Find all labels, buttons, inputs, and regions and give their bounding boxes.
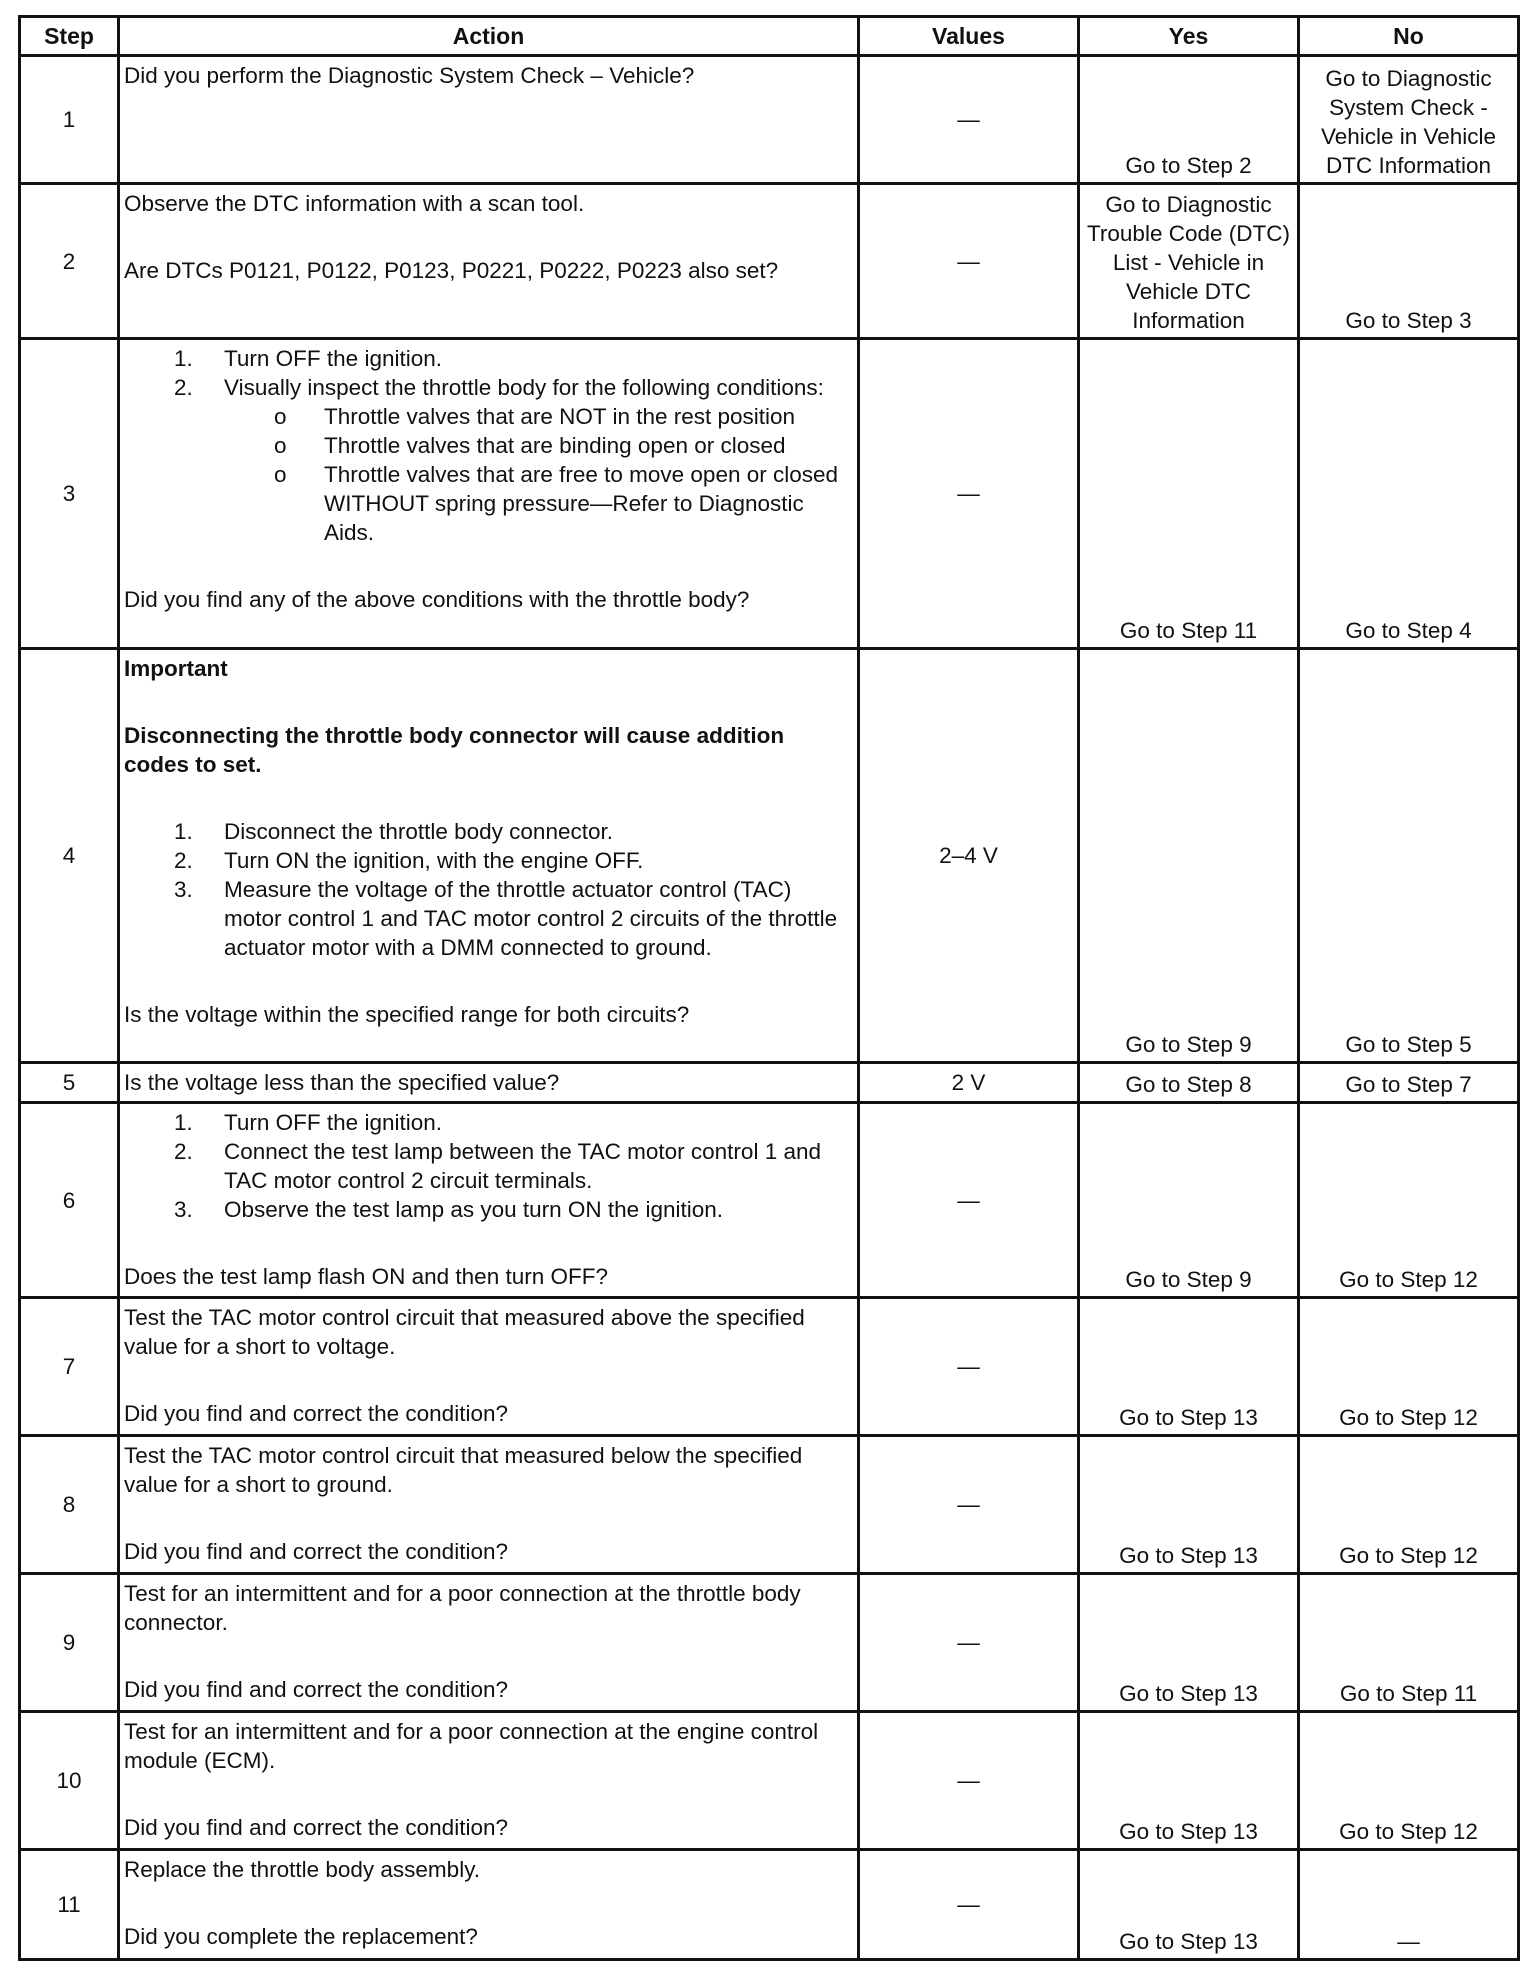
- instruction-list: [124, 1108, 853, 1224]
- list-item: o Throttle valves that are free to move open or closed WITHOUT spring pressure—Refer to Diagnostic Aids.: [274, 462, 839, 545]
- action-cell: [119, 339, 859, 649]
- no-cell: —: [1299, 1850, 1519, 1960]
- action-cell: [119, 184, 859, 339]
- action-cell: [119, 1103, 859, 1298]
- table-row: [20, 184, 1519, 339]
- action-question: Does the test lamp flash ON and then turn OFF?: [124, 1264, 608, 1289]
- table-row: [20, 1436, 1519, 1574]
- instruction-list: [124, 817, 853, 962]
- table-row: [20, 649, 1519, 1063]
- list-item: 1. Disconnect the throttle body connector.: [174, 819, 613, 844]
- value-cell: —: [859, 1850, 1079, 1960]
- value-cell: —: [859, 1298, 1079, 1436]
- action-text: Is the voltage less than the specified value?: [124, 1070, 560, 1095]
- yes-cell: Go to Step 13: [1079, 1850, 1299, 1960]
- action-cell: [119, 1712, 859, 1850]
- no-cell: Go to Step 12: [1299, 1436, 1519, 1574]
- step-number: 10: [20, 1712, 119, 1850]
- yes-cell: Go to Step 13: [1079, 1574, 1299, 1712]
- header-step: Step: [20, 17, 119, 56]
- no-cell: Go to Step 5: [1299, 649, 1519, 1063]
- diagnostic-table: [18, 15, 1520, 1961]
- table-row: [20, 1063, 1519, 1103]
- table-row: [20, 1574, 1519, 1712]
- action-question: Did you find and correct the condition?: [124, 1815, 508, 1840]
- step-number: 8: [20, 1436, 119, 1574]
- no-cell: Go to Diagnostic System Check - Vehicle in Vehicle DTC Information: [1299, 56, 1519, 184]
- action-question: Is the voltage within the specified range for both circuits?: [124, 1002, 690, 1027]
- action-question: Did you find and correct the condition?: [124, 1677, 508, 1702]
- no-cell: Go to Step 4: [1299, 339, 1519, 649]
- list-item: o Throttle valves that are binding open or closed: [274, 433, 786, 458]
- action-question: Did you find and correct the condition?: [124, 1539, 508, 1564]
- step-number: 1: [20, 56, 119, 184]
- action-cell: [119, 649, 859, 1063]
- header-values: Values: [859, 17, 1079, 56]
- value-cell: —: [859, 1103, 1079, 1298]
- action-cell: [119, 1436, 859, 1574]
- value-cell: —: [859, 184, 1079, 339]
- action-cell: [119, 1063, 859, 1103]
- value-cell: —: [859, 339, 1079, 649]
- step-number: 7: [20, 1298, 119, 1436]
- list-item: 3. Measure the voltage of the throttle actuator control (TAC) motor control 1 and TAC motor control 2 circuits of the throttle actuator motor with a DMM connected to ground.: [174, 877, 838, 960]
- action-text: Test for an intermittent and for a poor connection at the engine control module (ECM).: [124, 1719, 819, 1773]
- list-item: 3. Observe the test lamp as you turn ON the ignition.: [174, 1197, 723, 1222]
- yes-cell: Go to Diagnostic Trouble Code (DTC) List - Vehicle in Vehicle DTC Information: [1079, 184, 1299, 339]
- action-text: Test the TAC motor control circuit that measured above the specified value for a short to voltage.: [124, 1305, 805, 1359]
- action-text: Did you perform the Diagnostic System Check – Vehicle?: [124, 63, 695, 88]
- diagnostic-table-container: [18, 15, 1517, 1961]
- action-question: Are DTCs P0121, P0122, P0123, P0221, P0222, P0223 also set?: [124, 258, 779, 283]
- header-action: Action: [119, 17, 859, 56]
- yes-cell: Go to Step 8: [1079, 1063, 1299, 1103]
- action-text: Observe the DTC information with a scan tool.: [124, 191, 585, 216]
- list-item: 2. Connect the test lamp between the TAC motor control 1 and TAC motor control 2 circuit terminals.: [174, 1139, 821, 1193]
- table-row: [20, 1298, 1519, 1436]
- table-row: [20, 1712, 1519, 1850]
- yes-cell: Go to Step 2: [1079, 56, 1299, 184]
- important-text: Disconnecting the throttle body connector will cause addition codes to set.: [124, 723, 785, 777]
- step-number: 2: [20, 184, 119, 339]
- action-text: Test for an intermittent and for a poor connection at the throttle body connector.: [124, 1581, 801, 1635]
- action-cell: [119, 1850, 859, 1960]
- value-cell: —: [859, 1574, 1079, 1712]
- value-cell: —: [859, 1712, 1079, 1850]
- header-row: [20, 17, 1519, 56]
- list-item: 1. Turn OFF the ignition.: [174, 1110, 443, 1135]
- no-cell: Go to Step 11: [1299, 1574, 1519, 1712]
- yes-cell: Go to Step 9: [1079, 1103, 1299, 1298]
- action-question: Did you find any of the above conditions with the throttle body?: [124, 587, 750, 612]
- step-number: 3: [20, 339, 119, 649]
- header-no: No: [1299, 17, 1519, 56]
- step-number: 5: [20, 1063, 119, 1103]
- step-number: 9: [20, 1574, 119, 1712]
- value-cell: —: [859, 1436, 1079, 1574]
- table-row: [20, 1850, 1519, 1960]
- list-item: o Throttle valves that are NOT in the rest position: [274, 404, 796, 429]
- yes-cell: Go to Step 9: [1079, 649, 1299, 1063]
- table-row: [20, 56, 1519, 184]
- no-cell: Go to Step 12: [1299, 1298, 1519, 1436]
- action-cell: [119, 56, 859, 184]
- value-cell: —: [859, 56, 1079, 184]
- action-question: Did you find and correct the condition?: [124, 1401, 508, 1426]
- list-item: 2. Visually inspect the throttle body for the following conditions:: [174, 375, 824, 400]
- no-cell: Go to Step 12: [1299, 1103, 1519, 1298]
- important-title: Important: [124, 656, 228, 681]
- no-cell: Go to Step 3: [1299, 184, 1519, 339]
- table-row: [20, 1103, 1519, 1298]
- action-question: Did you complete the replacement?: [124, 1924, 478, 1949]
- no-cell: Go to Step 12: [1299, 1712, 1519, 1850]
- value-cell: 2–4 V: [859, 649, 1079, 1063]
- condition-list: [124, 402, 853, 547]
- value-cell: 2 V: [859, 1063, 1079, 1103]
- step-number: 11: [20, 1850, 119, 1960]
- no-cell: Go to Step 7: [1299, 1063, 1519, 1103]
- table-row: [20, 339, 1519, 649]
- list-item: 1. Turn OFF the ignition.: [174, 346, 443, 371]
- action-cell: [119, 1574, 859, 1712]
- header-yes: Yes: [1079, 17, 1299, 56]
- yes-cell: Go to Step 13: [1079, 1436, 1299, 1574]
- yes-cell: Go to Step 13: [1079, 1298, 1299, 1436]
- yes-cell: Go to Step 11: [1079, 339, 1299, 649]
- step-number: 6: [20, 1103, 119, 1298]
- list-item: 2. Turn ON the ignition, with the engine OFF.: [174, 848, 644, 873]
- action-text: Replace the throttle body assembly.: [124, 1857, 481, 1882]
- action-text: Test the TAC motor control circuit that measured below the specified value for a short to ground.: [124, 1443, 803, 1497]
- instruction-list: [124, 344, 853, 402]
- step-number: 4: [20, 649, 119, 1063]
- yes-cell: Go to Step 13: [1079, 1712, 1299, 1850]
- action-cell: [119, 1298, 859, 1436]
